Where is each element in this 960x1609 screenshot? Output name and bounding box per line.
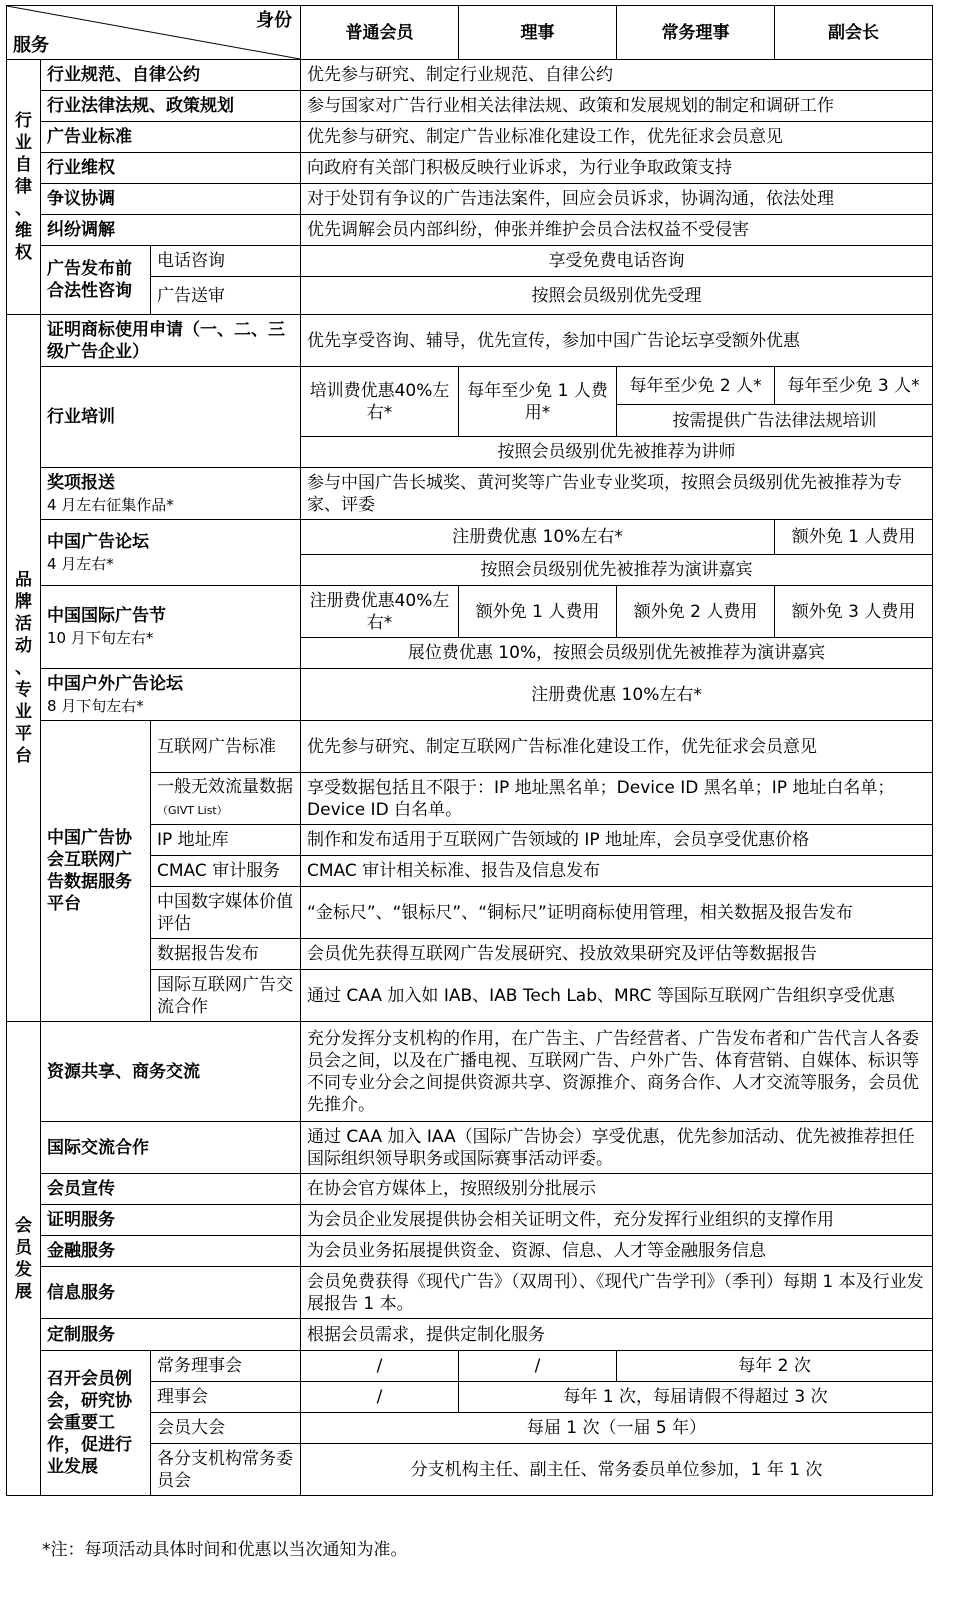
service-name: 纠纷调解 xyxy=(41,215,301,246)
festival-vice-president: 额外免 3 人费用 xyxy=(775,586,933,638)
service-name: 行业培训 xyxy=(41,367,301,468)
service-name: 争议协调 xyxy=(41,184,301,215)
service-name: 奖项报送 4 月左右征集作品* xyxy=(41,468,301,520)
table-row xyxy=(7,1351,933,1382)
service-value: 充分发挥分支机构的作用，在广告主、广告经营者、广告发布者和广告代言人各委员会之间，以及在广播电视、互联网广告、户外广告、体育营销、自媒体、标识等不同专业分会之间提供资源共享、资源推介、商务合作、人才交流等服务，会员优先推介。 xyxy=(301,1022,933,1122)
training-law: 按需提供广告法律法规培训 xyxy=(617,405,933,437)
sub-service-name: 中国数字媒体价值评估 xyxy=(151,887,301,939)
festival-executive: 额外免 2 人费用 xyxy=(617,586,775,638)
service-name: 国际交流合作 xyxy=(41,1122,301,1174)
service-name: 中国广告论坛 4 月左右* xyxy=(41,520,301,586)
sub-service-name: 一般无效流量数据（GIVT List） xyxy=(151,773,301,825)
level-director-header: 理事 xyxy=(459,6,617,60)
table-row xyxy=(7,1122,933,1174)
service-value: 为会员企业发展提供协会相关证明文件，充分发挥行业组织的支撑作用 xyxy=(301,1205,933,1236)
festival-director: 额外免 1 人费用 xyxy=(459,586,617,638)
table-row xyxy=(7,1205,933,1236)
service-value: 通过 CAA 加入 IAA（国际广告协会）享受优惠，优先参加活动、优先被推荐担任国际组织领导职务或国际赛事活动评委。 xyxy=(301,1122,933,1174)
service-name: 信息服务 xyxy=(41,1267,301,1319)
section-title-member-development: 会 员 发 展 xyxy=(7,1022,41,1496)
service-value: CMAC 审计相关标准、报告及信息发布 xyxy=(301,856,933,887)
service-value: 注册费优惠 10%左右* xyxy=(301,669,933,721)
sub-service-name: IP 地址库 xyxy=(151,825,301,856)
service-value: 享受数据包括且不限于：IP 地址黑名单；Device ID 黑名单；IP 地址白名单；Device ID 白名单。 xyxy=(301,773,933,825)
service-value: 根据会员需求，提供定制化服务 xyxy=(301,1319,933,1351)
service-note: 4 月左右* xyxy=(47,554,114,573)
service-value: 在协会官方媒体上，按照级别分批展示 xyxy=(301,1174,933,1205)
service-value: 按照会员级别优先被推荐为演讲嘉宾 xyxy=(301,555,933,586)
sub-service-name: 各分支机构常务委员会 xyxy=(151,1444,301,1496)
service-value: 优先参与研究、制定广告业标准化建设工作，优先征求会员意见 xyxy=(301,122,933,153)
service-name: 定制服务 xyxy=(41,1319,301,1351)
membership-benefits-table xyxy=(6,5,933,1496)
section-title-brand-activities: 品 牌 活 动 、 专 业 平 台 xyxy=(7,315,41,1022)
service-note: 10 月下旬左右* xyxy=(47,629,154,647)
sub-service-name: 互联网广告标准 xyxy=(151,721,301,773)
table-row xyxy=(7,721,933,773)
table-row xyxy=(7,315,933,367)
table-row xyxy=(7,586,933,638)
table-row xyxy=(7,1022,933,1122)
table-row xyxy=(7,246,933,277)
meeting-value: 每年 1 次，每届请假不得超过 3 次 xyxy=(459,1382,933,1413)
sub-service-name: 数据报告发布 xyxy=(151,939,301,970)
training-executive: 每年至少免 2 人* xyxy=(617,367,775,405)
table-row xyxy=(7,184,933,215)
table-row xyxy=(7,1174,933,1205)
level-vice-president-header: 副会长 xyxy=(775,6,933,60)
table-row xyxy=(7,153,933,184)
service-value: 参与中国广告长城奖、黄河奖等广告业专业奖项，按照会员级别优先被推荐为专家、评委 xyxy=(301,468,933,520)
meeting-value: / xyxy=(459,1351,617,1382)
footnote: *注：每项活动具体时间和优惠以当次通知为准。 xyxy=(42,1540,408,1560)
meeting-value: / xyxy=(301,1351,459,1382)
service-value: 会员优先获得互联网广告发展研究、投放效果研究及评估等数据报告 xyxy=(301,939,933,970)
legal-consult-name: 广告发布前合法性咨询 xyxy=(41,246,151,315)
service-name: 广告业标准 xyxy=(41,122,301,153)
service-label: 服务 xyxy=(13,35,49,56)
level-executive-director-header: 常务理事 xyxy=(617,6,775,60)
service-value: 通过 CAA 加入如 IAB、IAB Tech Lab、MRC 等国际互联网广告组织享受优惠 xyxy=(301,970,933,1022)
header-corner-cell xyxy=(7,6,301,60)
section-title-self-discipline: 行 业 自 律 、 维 权 xyxy=(7,60,41,315)
table-row xyxy=(7,91,933,122)
meeting-value: 分支机构主任、副主任、常务委员单位参加，1 年 1 次 xyxy=(301,1444,933,1496)
service-value: 按照会员级别优先受理 xyxy=(301,277,933,315)
sub-service-name: 广告送审 xyxy=(151,277,301,315)
service-value: 优先享受咨询、辅导，优先宣传，参加中国广告论坛享受额外优惠 xyxy=(301,315,933,367)
service-value: 优先参与研究、制定互联网广告标准化建设工作，优先征求会员意见 xyxy=(301,721,933,773)
service-value: 制作和发布适用于互联网广告领域的 IP 地址库，会员享受优惠价格 xyxy=(301,825,933,856)
sub-service-name: 国际互联网广告交流合作 xyxy=(151,970,301,1022)
festival-ordinary: 注册费优惠40%左右* xyxy=(301,586,459,638)
meeting-value: 每年 2 次 xyxy=(617,1351,933,1382)
service-note: 4 月左右征集作品* xyxy=(47,495,174,514)
training-vice-president: 每年至少免 3 人* xyxy=(775,367,933,405)
service-value: 对于处罚有争议的广告违法案件，回应会员诉求，协调沟通，依法处理 xyxy=(301,184,933,215)
service-value: 参与国家对广告行业相关法律法规、政策和发展规划的制定和调研工作 xyxy=(301,91,933,122)
identity-label: 身份 xyxy=(256,10,293,31)
service-value: 优先调解会员内部纠纷，伸张并维护会员合法权益不受侵害 xyxy=(301,215,933,246)
internet-platform-name: 中国广告协会互联网广告数据服务平台 xyxy=(41,721,151,1022)
service-value: 会员免费获得《现代广告》（双周刊）、《现代广告学刊》（季刊）每期 1 本及行业发展报告 1 本。 xyxy=(301,1267,933,1319)
table-row xyxy=(7,60,933,91)
header-row xyxy=(7,6,933,60)
service-name: 会员宣传 xyxy=(41,1174,301,1205)
service-value: 为会员业务拓展提供资金、资源、信息、人才等金融服务信息 xyxy=(301,1236,933,1267)
service-value: 向政府有关部门积极反映行业诉求，为行业争取政策支持 xyxy=(301,153,933,184)
meeting-value: / xyxy=(301,1382,459,1413)
service-name: 金融服务 xyxy=(41,1236,301,1267)
forum-vice-president: 额外免 1 人费用 xyxy=(775,520,933,555)
table-row xyxy=(7,1236,933,1267)
sub-service-name: CMAC 审计服务 xyxy=(151,856,301,887)
service-value: 优先参与研究、制定行业规范、自律公约 xyxy=(301,60,933,91)
service-value: “金标尺”、“银标尺”、“铜标尺”证明商标使用管理，相关数据及报告发布 xyxy=(301,887,933,939)
table-row xyxy=(7,669,933,721)
table-row xyxy=(7,468,933,520)
service-name: 行业维权 xyxy=(41,153,301,184)
service-value: 按照会员级别优先被推荐为讲师 xyxy=(301,437,933,468)
service-name: 证明商标使用申请（一、二、三级广告企业） xyxy=(41,315,301,367)
service-name: 中国国际广告节 10 月下旬左右* xyxy=(41,586,301,669)
service-name: 行业法律法规、政策规划 xyxy=(41,91,301,122)
sub-service-name: 会员大会 xyxy=(151,1413,301,1444)
forum-discount: 注册费优惠 10%左右* xyxy=(301,520,775,555)
table-row xyxy=(7,1267,933,1319)
service-name: 中国户外广告论坛 8 月下旬左右* xyxy=(41,669,301,721)
table-row xyxy=(7,1319,933,1351)
sub-service-name: 电话咨询 xyxy=(151,246,301,277)
training-director: 每年至少免 1 人费用* xyxy=(459,367,617,437)
level-ordinary-header: 普通会员 xyxy=(301,6,459,60)
meeting-value: 每届 1 次（一届 5 年） xyxy=(301,1413,933,1444)
meetings-name: 召开会员例会，研究协会重要工作，促进行业发展 xyxy=(41,1351,151,1496)
table-row xyxy=(7,367,933,405)
service-name: 资源共享、商务交流 xyxy=(41,1022,301,1122)
sub-service-name: 理事会 xyxy=(151,1382,301,1413)
table-row xyxy=(7,122,933,153)
training-ordinary: 培训费优惠40%左右* xyxy=(301,367,459,437)
sub-service-name: 常务理事会 xyxy=(151,1351,301,1382)
service-value: 享受免费电话咨询 xyxy=(301,246,933,277)
service-note: 8 月下旬左右* xyxy=(47,696,144,715)
service-name: 证明服务 xyxy=(41,1205,301,1236)
service-value: 展位费优惠 10%，按照会员级别优先被推荐为演讲嘉宾 xyxy=(301,638,933,669)
service-name: 行业规范、自律公约 xyxy=(41,60,301,91)
table-row xyxy=(7,520,933,555)
table-row xyxy=(7,215,933,246)
